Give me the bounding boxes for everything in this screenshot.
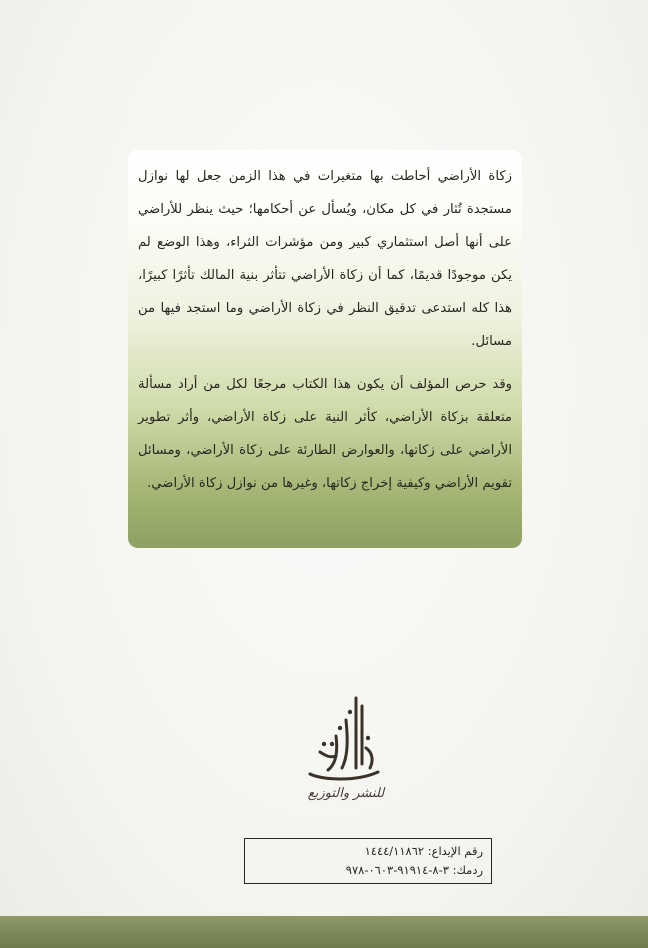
blurb-paragraph-2: وقد حرص المؤلف أن يكون هذا الكتاب مرجعًا لكل من أراد مسألة متعلقة بزكاة الأراضي، كأثر النية على زكاة الأراضي، وأثر تطوير الأراضي على زكاتها، والعوارض الطارئة على زكاة الأراضي، ومسائل تقويم الأراضي وكيفية إخراج زكاتها، وغيرها من نوازل زكاة الأراضي. [138, 377, 512, 491]
bottom-band [0, 916, 648, 948]
blurb-paragraph-1: زكاة الأراضي أحاطت بها متغيرات في هذا الزمن جعل لها نوازل مستجدة تُثار في كل مكان، ويُسأل عن أحكامها؛ حيث ينظر للأراضي على أنها أصل استثماري كبير ومن مؤشرات الثراء، وهذا الوضع لم يكن موجودًا قديمًا، كما أن زكاة الأراضي تتأثر بنية المالك تأثرًا كبيرًا، هذا كله استدعى تدقيق النظر في زكاة الأراضي وما استجد فيها من مسائل. [138, 169, 512, 349]
publisher-subtitle: للنشر والتوزيع [307, 786, 385, 801]
isbn-number: ردمك: ٣-٨-٩١٩١٤-٠٦٠٣-٩٧٨ [345, 863, 483, 877]
isbn-box [244, 838, 492, 884]
blurb-panel [128, 150, 522, 548]
blurb-text [138, 160, 512, 500]
deposit-number: رقم الإيداع: ١٤٤٤/١١٨٦٢ [364, 844, 483, 858]
